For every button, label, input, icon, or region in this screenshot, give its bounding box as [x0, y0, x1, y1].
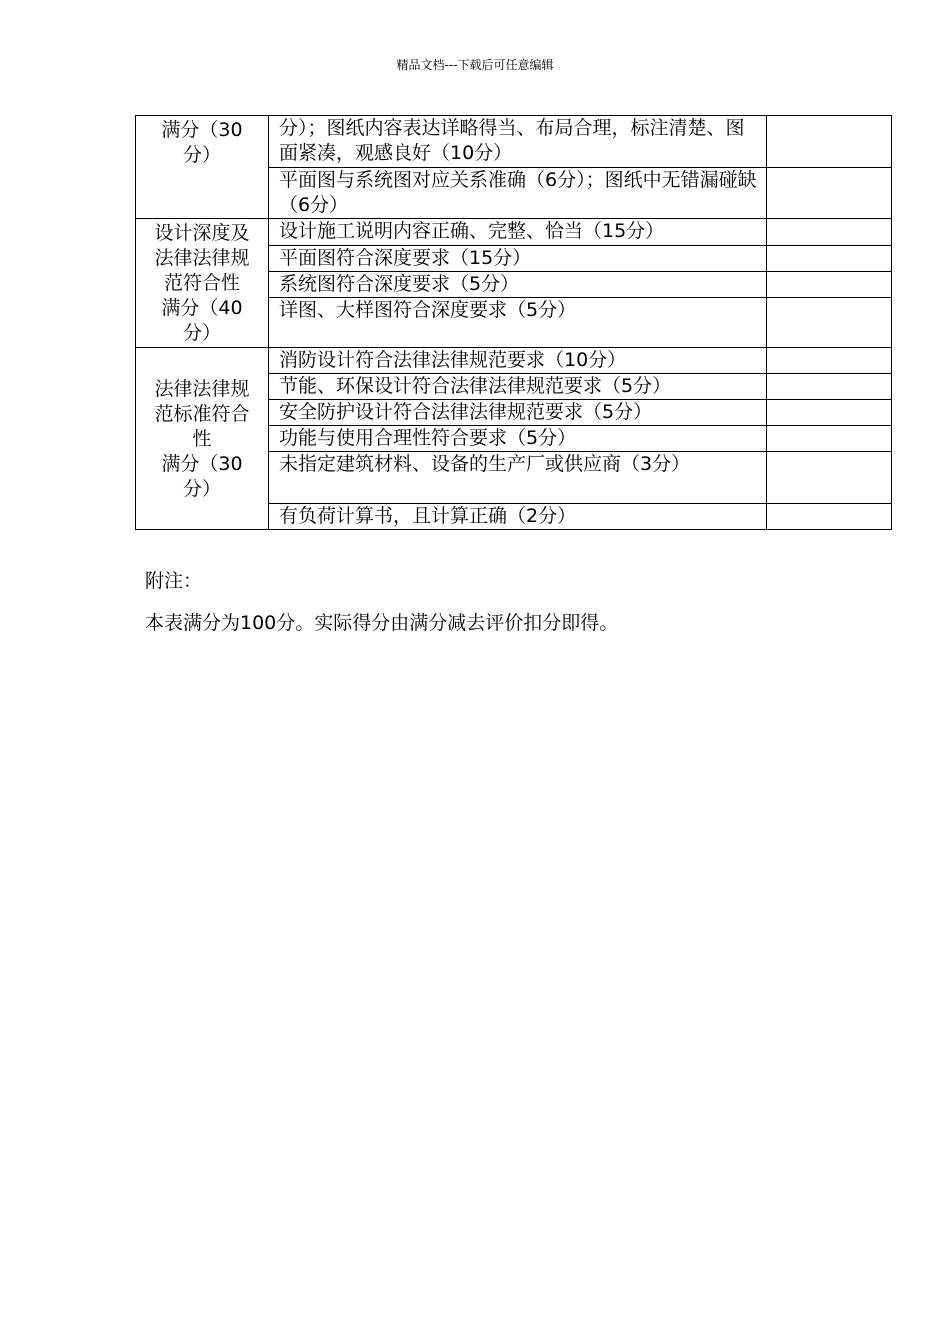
category-line: 范标准符合 [154, 403, 250, 425]
score-cell [767, 400, 892, 426]
category-line: 分） [182, 322, 221, 344]
criterion-cell: 消防设计符合法律法律规范要求（10分） [269, 348, 767, 374]
category-line: 分） [182, 478, 221, 500]
category-cell [136, 219, 269, 348]
scoring-table [135, 115, 892, 530]
score-cell [767, 272, 892, 298]
criterion-cell: 未指定建筑材料、设备的生产厂或供应商（3分） [269, 452, 767, 504]
category-line: 满分（40 [161, 297, 243, 319]
criterion-cell: 平面图与系统图对应关系准确（6分）；图纸中无错漏碰缺（6分） [269, 168, 767, 219]
table-row [136, 219, 892, 246]
category-cell [136, 116, 269, 219]
criterion-cell: 设计施工说明内容正确、完整、恰当（15分） [269, 219, 767, 246]
notes-title: 附注： [145, 570, 203, 592]
notes-body: 本表满分为100分。实际得分由满分减去评价扣分即得。 [145, 612, 619, 634]
criterion-cell: 平面图符合深度要求（15分） [269, 246, 767, 272]
criterion-cell: 安全防护设计符合法律法律规范要求（5分） [269, 400, 767, 426]
criterion-cell: 分）；图纸内容表达详略得当、布局合理，标注清楚、图面紧凑，观感良好（10分） [269, 116, 767, 168]
table-row [136, 348, 892, 374]
score-cell [767, 374, 892, 400]
category-line: 分） [182, 144, 221, 166]
category-line: 法律法律规 [154, 378, 250, 400]
category-cell [136, 348, 269, 530]
score-cell [767, 348, 892, 374]
score-cell [767, 504, 892, 530]
category-line: 法律法律规 [154, 247, 250, 269]
category-line: 设计深度及 [154, 222, 250, 244]
table-row [136, 116, 892, 168]
score-cell [767, 452, 892, 504]
score-cell [767, 426, 892, 452]
score-cell [767, 298, 892, 348]
page-header: 精品文档---下载后可任意编辑 [396, 58, 554, 72]
criterion-cell: 功能与使用合理性符合要求（5分） [269, 426, 767, 452]
score-cell [767, 246, 892, 272]
criterion-cell: 详图、大样图符合深度要求（5分） [269, 298, 767, 348]
category-line: 范符合性 [163, 272, 240, 294]
score-cell [767, 219, 892, 246]
category-line: 满分（30 [161, 453, 243, 475]
criterion-cell: 有负荷计算书，且计算正确（2分） [269, 504, 767, 530]
category-line: 满分（30 [161, 119, 243, 141]
score-cell [767, 116, 892, 168]
category-line: 性 [192, 428, 212, 450]
criterion-cell: 节能、环保设计符合法律法律规范要求（5分） [269, 374, 767, 400]
criterion-cell: 系统图符合深度要求（5分） [269, 272, 767, 298]
score-cell [767, 168, 892, 219]
